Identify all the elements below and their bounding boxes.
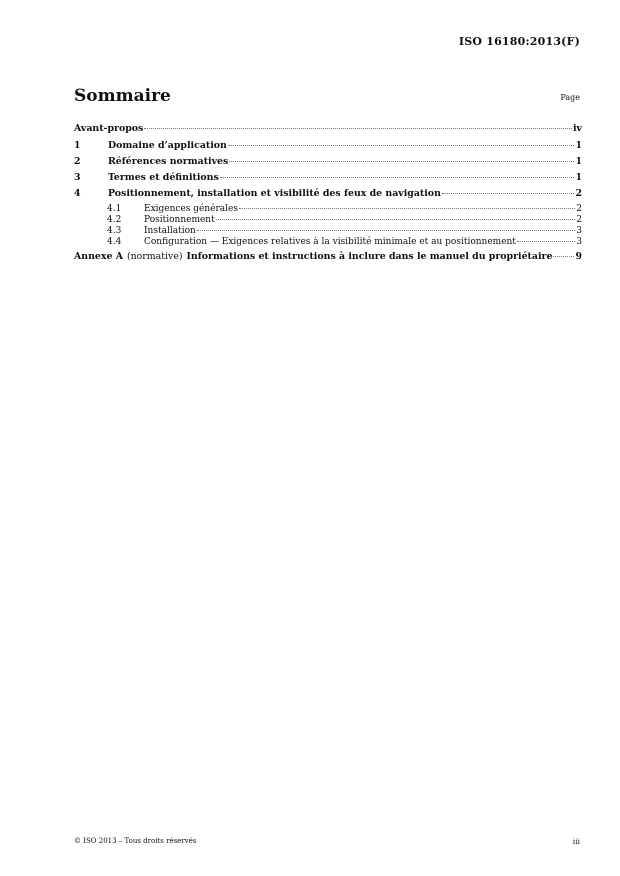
annex-type: (normative) — [126, 251, 183, 262]
toc-label: Avant-propos — [74, 123, 144, 134]
toc-page: 2 — [576, 215, 582, 225]
toc-page: 3 — [576, 237, 582, 247]
document-id: ISO 16180:2013(F) — [458, 35, 580, 48]
toc-number: 4.1 — [107, 204, 122, 214]
toc-number: 4 — [74, 188, 81, 199]
toc-entry-annex-a[interactable] — [74, 251, 582, 265]
table-of-contents — [74, 123, 582, 265]
toc-label: Positionnement, installation et visibilité des feux de navigation — [108, 188, 441, 199]
annex-label — [74, 251, 552, 262]
toc-entry-subclause-4-4[interactable] — [74, 237, 582, 248]
toc-page: 3 — [576, 226, 582, 236]
toc-label: Domaine d’application — [108, 140, 227, 151]
dot-leader — [216, 219, 576, 220]
toc-entry-clause-2[interactable] — [74, 156, 582, 172]
dot-leader — [220, 177, 575, 178]
page-title: Sommaire — [74, 86, 171, 106]
toc-page: 9 — [575, 251, 582, 262]
toc-entry-foreword[interactable] — [74, 123, 582, 140]
toc-page: 1 — [575, 172, 582, 183]
dot-leader — [228, 145, 575, 146]
toc-entry-clause-3[interactable] — [74, 172, 582, 188]
toc-label: Positionnement — [144, 215, 215, 225]
dot-leader — [144, 128, 572, 129]
footer-page-number: iii — [572, 837, 580, 846]
toc-entry-clause-4[interactable] — [74, 188, 582, 204]
toc-number: 2 — [74, 156, 81, 167]
page-column-label: Page — [560, 93, 580, 102]
toc-label: Configuration — Exigences relatives à la visibilité minimale et au positionnement — [144, 237, 516, 247]
toc-number: 4.2 — [107, 215, 122, 225]
toc-label: Références normatives — [108, 156, 229, 167]
dot-leader — [517, 241, 575, 242]
toc-number: 3 — [74, 172, 81, 183]
toc-entry-clause-1[interactable] — [74, 140, 582, 156]
dot-leader — [442, 193, 575, 194]
toc-number: 4.4 — [107, 237, 122, 247]
footer-copyright: © ISO 2013 – Tous droits réservés — [74, 837, 197, 845]
toc-page: 1 — [575, 140, 582, 151]
toc-page: 2 — [575, 188, 582, 199]
toc-page: iv — [572, 123, 582, 134]
toc-number: 4.3 — [107, 226, 122, 236]
toc-entry-subclause-4-1[interactable] — [74, 204, 582, 215]
toc-entry-subclause-4-2[interactable] — [74, 215, 582, 226]
dot-leader — [239, 208, 575, 209]
dot-leader — [553, 256, 574, 257]
toc-entry-subclause-4-3[interactable] — [74, 226, 582, 237]
toc-label: Termes et définitions — [108, 172, 219, 183]
dot-leader — [229, 161, 574, 162]
toc-page: 1 — [575, 156, 582, 167]
toc-label: Exigences générales — [144, 204, 238, 214]
annex-title: Informations et instructions à inclure dans le manuel du propriétaire — [186, 251, 553, 262]
toc-page: 2 — [576, 204, 582, 214]
toc-label: Installation — [144, 226, 196, 236]
toc-number: 1 — [74, 140, 81, 151]
dot-leader — [197, 230, 575, 231]
annex-prefix: Annexe A — [74, 251, 123, 262]
